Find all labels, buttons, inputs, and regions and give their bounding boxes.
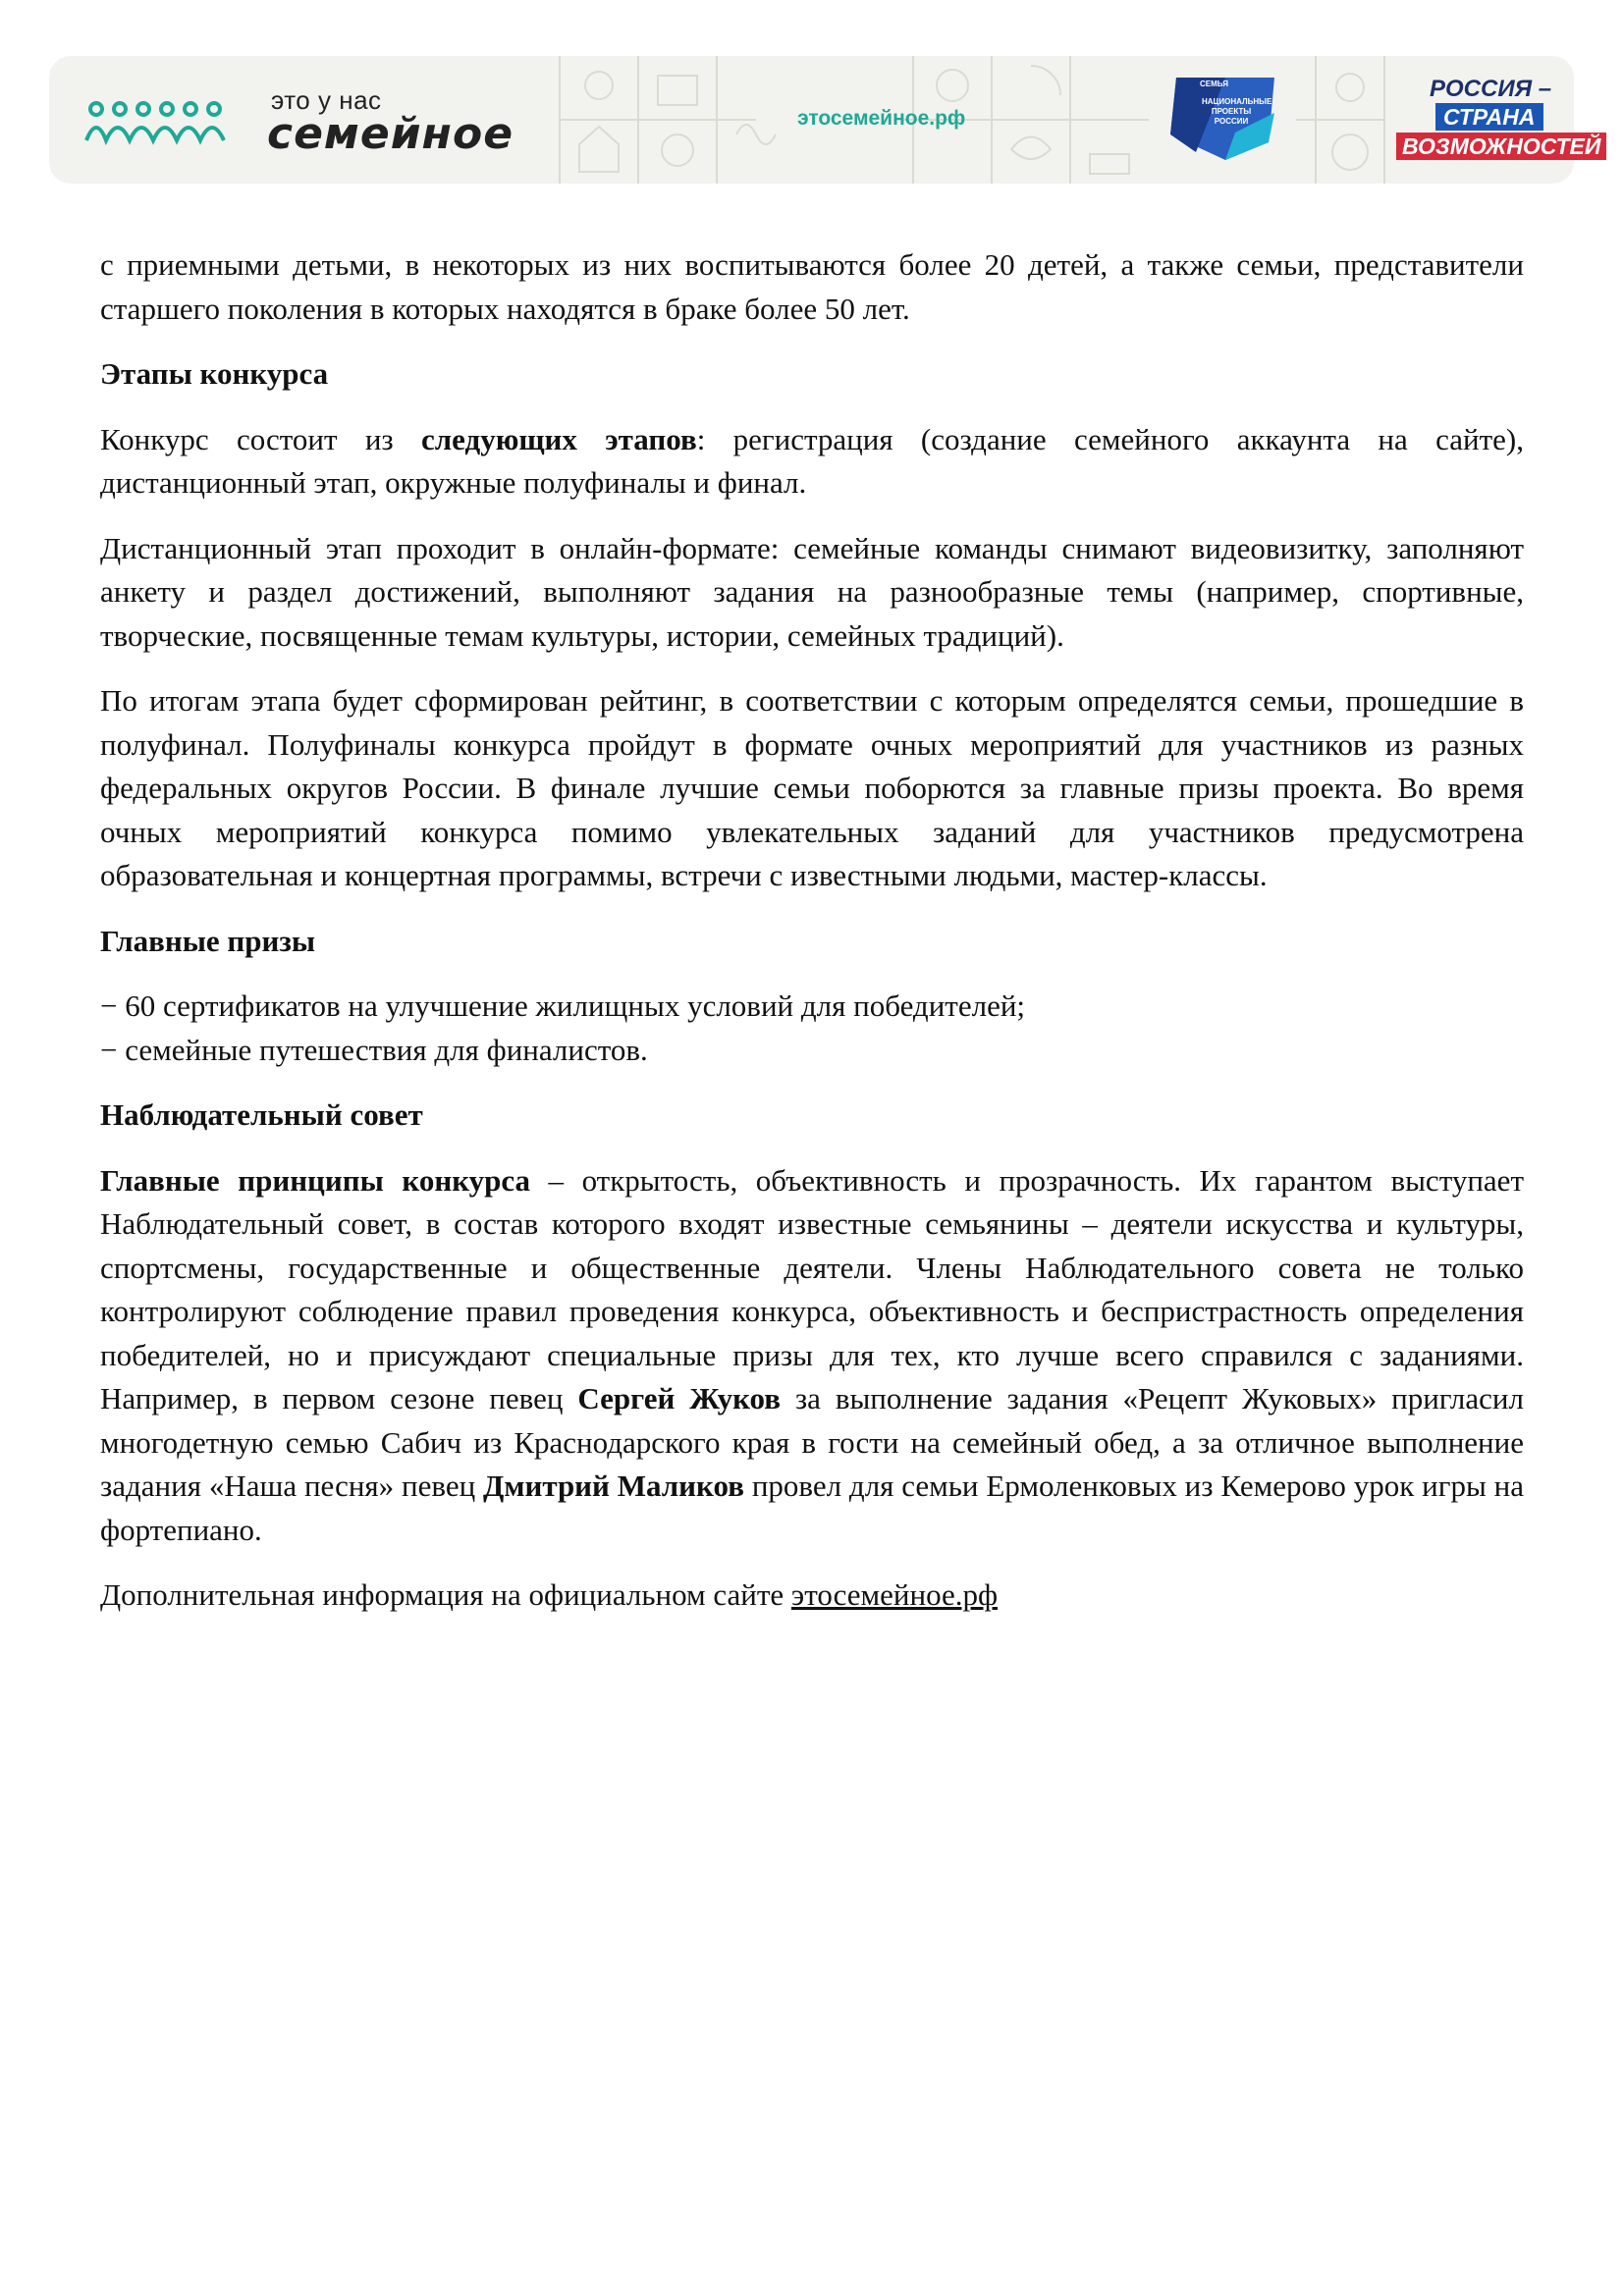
heading-prizes: Главные призы [100,923,316,958]
header-banner [49,56,1601,184]
brand-name: семейное [267,109,514,159]
council-bold-principles: Главные принципы конкурса [100,1162,530,1198]
np-logo-line2: НАЦИОНАЛЬНЫЕ ПРОЕКТЫ РОССИИ [1202,97,1272,126]
paragraph-remote-stage: Дистанционный этап проходит в онлайн-формате: семейные команды снимают видеовизитку, заполняют анкету и раздел достижений, выполняют задания на разнообразные темы (например, спортивные, творческие, посвященные темам культуры, истории, семейных традиций). [100,530,1524,653]
russia-opportunities-logo [1388,76,1601,169]
heading-stages: Этапы конкурса [100,356,329,391]
council-bold-zhukov: Сергей Жуков [577,1381,782,1415]
official-site-link[interactable]: этосемейное.рф [790,1577,999,1612]
document-body [100,243,1524,1639]
more-info-text: Дополнительная информация на официальном сайте [100,1577,791,1612]
family-dots-icon [84,101,251,150]
heading-council: Наблюдательный совет [100,1097,423,1132]
rus-logo-line1: РОССИЯ – [1430,76,1552,102]
paragraph-stages [100,418,1524,506]
list-item: − семейные путешествия для финалистов. [100,1032,648,1067]
stages-text-bold: следующих этапов [421,421,697,456]
stages-text-a: Конкурс состоит из [100,421,422,456]
stages-text-b: : регистрация (создание семейного аккаунта на сайте), дистанционный этап, окружные полуфиналы и финал. [100,421,1524,500]
paragraph-results: По итогам этапа будет сформирован рейтинг, в соответствии с которым определятся семьи, прошедшие в полуфинал. Полуфиналы конкурса пройдут в формате очных мероприятий для участников из разных федеральных округов России. В финале лучшие семьи поборются за главные призы проекта. Во время очных мероприятий конкурса помимо увлекательных заданий для участников предусмотрена образовательная и концертная программы, встречи с известными людьми, мастер-классы. [100,683,1524,892]
brand-tagline: это у нас [271,85,382,115]
council-text-a: – открытость, объективность и прозрачность. Их гарантом выступает Наблюдательный совет, в состав которого входят известные семьянины – деятели искусства и культуры, спортсмены, государственные и общественные деятели. Члены Наблюдательного совета не только контролируют соблюдение правил проведения конкурса, объективность и беспристрастность определения победителей, но и присуждают специальные призы для тех, кто лучше всего справился с заданиями. Например, в первом сезоне певец [100,1162,1524,1415]
paragraph-more-info [100,1574,1524,1618]
prizes-list [100,985,1524,1072]
council-text-c: провел для семьи Ермоленковых из Кемерово урок игры на фортепиано. [100,1468,1524,1547]
council-bold-malikov: Дмитрий Маликов [483,1468,744,1503]
paragraph-council [100,1159,1524,1553]
rus-logo-line3: ВОЗМОЖНОСТЕЙ [1396,133,1606,160]
list-item: − 60 сертификатов на улучшение жилищных условий для победителей; [100,988,1026,1023]
paragraph-intro: с приемными детьми, в некоторых из них воспитываются более 20 детей, а также семьи, представители старшего поколения в которых находятся в браке более 50 лет. [100,247,1524,326]
rus-logo-line2: СТРАНА [1435,103,1543,131]
np-logo-line1: СЕМЬЯ [1200,80,1228,88]
council-text-b: за выполнение задания «Рецепт Жуковых» пригласил многодетную семью Сабич из Краснодарского края в гости на семейный обед, а за отличное выполнение задания «Наша песня» певец [100,1381,1524,1503]
site-link[interactable]: этосемейное.рф [797,107,966,130]
